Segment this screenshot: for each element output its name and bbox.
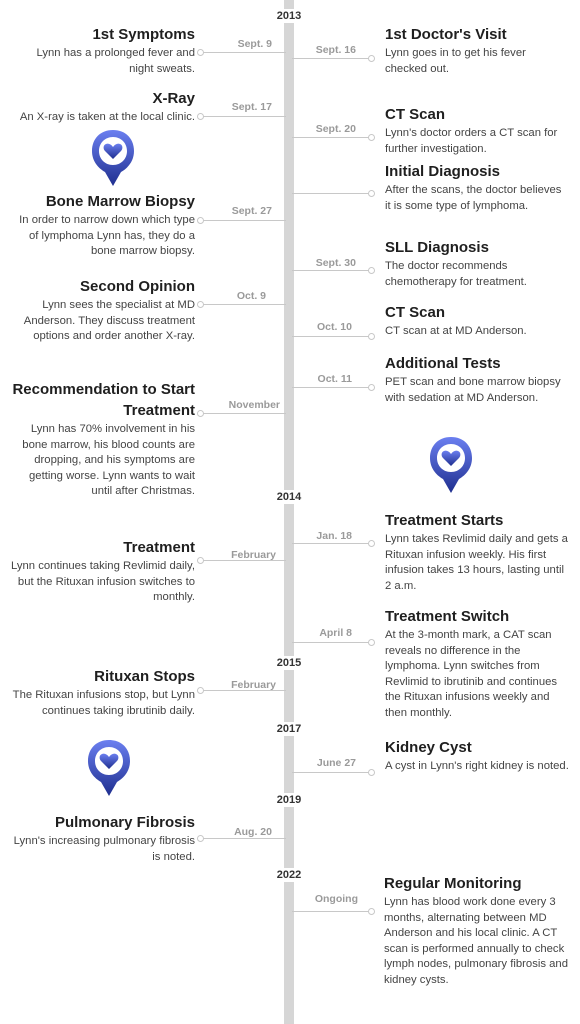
event-description: Lynn has a prolonged fever and night sweats. (36, 47, 195, 75)
event-description: Lynn sees the specialist at MD Anderson. They discuss treatment options and order another X-ray. (23, 299, 195, 342)
connector-line (292, 543, 370, 544)
event-title: 1st Doctor's Visit (385, 26, 507, 43)
event-description: Lynn goes in to get his fever checked out. (385, 47, 526, 75)
event-description: A cyst in Lynn's right kidney is noted. (385, 760, 569, 772)
event-first-symptoms (10, 24, 195, 77)
date-label: Sept. 9 (237, 38, 272, 50)
event-title: Second Opinion (80, 278, 195, 295)
date-label: Oct. 10 (316, 321, 352, 333)
event-xray (10, 88, 195, 126)
connector-dot (368, 190, 375, 197)
event-description: The doctor recommends chemotherapy for treatment. (385, 260, 527, 288)
connector-dot (368, 540, 375, 547)
event-description: Lynn takes Revlimid daily and gets a Rituxan infusion weekly. His first infusion takes 13 hours, lasting until 2 a.m. (385, 533, 568, 592)
event-description: At the 3-month mark, a CAT scan reveals no difference in the lymphoma. Lynn switches from Revlimid to ibrutinib and continues the Rituxan infusions weekly and then monthly. (385, 629, 558, 719)
date-label: Oct. 9 (236, 290, 266, 302)
event-treatment (10, 537, 195, 606)
year-2019: 2019 (260, 793, 318, 807)
connector-line (200, 52, 286, 53)
year-2015: 2015 (260, 656, 318, 670)
connector-line (292, 642, 370, 643)
connector-dot (197, 835, 204, 842)
date-label: Sept. 16 (315, 44, 356, 56)
event-title: 1st Symptoms (92, 26, 195, 43)
event-description: CT scan at at MD Anderson. (385, 325, 527, 337)
year-2017: 2017 (260, 722, 318, 736)
event-title: Kidney Cyst (385, 739, 472, 756)
event-title: Rituxan Stops (94, 668, 195, 685)
event-description: After the scans, the doctor believes it is some type of lymphoma. (385, 184, 562, 212)
date-label: Jan. 18 (316, 530, 352, 542)
event-title: Treatment Starts (385, 512, 504, 529)
event-title: Initial Diagnosis (385, 163, 501, 180)
connector-dot (368, 267, 375, 274)
year-2013: 2013 (260, 9, 318, 23)
connector-dot (197, 557, 204, 564)
year-2022: 2022 (260, 868, 318, 882)
connector-dot (368, 55, 375, 62)
date-label: April 8 (319, 627, 352, 639)
connector-dot (197, 49, 204, 56)
date-label: Sept. 27 (231, 205, 272, 217)
connector-line (292, 193, 370, 194)
event-first-doctor-visit (385, 24, 570, 77)
date-label: Sept. 20 (315, 123, 356, 135)
event-title: Pulmonary Fibrosis (54, 814, 195, 831)
event-pulmonary-fibrosis (10, 812, 195, 865)
connector-dot (368, 908, 375, 915)
event-treatment-starts (385, 510, 570, 594)
connector-line (292, 58, 370, 59)
heart-chat-bubble-icon (90, 128, 136, 188)
event-regular-monitoring (384, 873, 570, 988)
event-description: Lynn has blood work done every 3 months, alternating between MD Anderson and his local clinic. A CT scan is performed annually to check lymph nodes, pulmonary fibrosis and kidney cysts. (384, 896, 568, 986)
event-additional-tests (385, 353, 570, 406)
event-title: Treatment (123, 539, 195, 556)
connector-dot (197, 410, 204, 417)
event-title: Treatment Switch (385, 608, 510, 625)
connector-dot (197, 301, 204, 308)
event-description: Lynn continues taking Revlimid daily, but the Rituxan infusion switches to monthly. (11, 560, 195, 603)
event-ct-scan-2 (385, 302, 570, 340)
event-initial-diagnosis (385, 161, 570, 214)
date-label: February (231, 679, 276, 691)
event-title: SLL Diagnosis (385, 239, 489, 256)
event-recommendation (10, 379, 195, 500)
connector-dot (197, 113, 204, 120)
connector-line (200, 838, 286, 839)
connector-line (200, 220, 286, 221)
connector-line (292, 772, 370, 773)
event-title: CT Scan (385, 106, 446, 123)
connector-dot (368, 769, 375, 776)
event-title: CT Scan (385, 304, 446, 321)
event-rituxan-stops (10, 666, 195, 719)
event-description: Lynn's doctor orders a CT scan for further investigation. (385, 127, 558, 155)
connector-dot (368, 639, 375, 646)
date-label: Sept. 17 (231, 101, 272, 113)
connector-dot (197, 217, 204, 224)
event-sll-diagnosis (385, 237, 570, 290)
event-title: Additional Tests (385, 355, 501, 372)
connector-line (292, 270, 370, 271)
connector-dot (197, 687, 204, 694)
event-description: In order to narrow down which type of lymphoma Lynn has, they do a bone marrow biopsy. (19, 214, 195, 257)
event-kidney-cyst (385, 737, 570, 775)
event-title: Bone Marrow Biopsy (45, 193, 195, 210)
date-label: February (231, 549, 276, 561)
connector-dot (368, 384, 375, 391)
connector-dot (368, 333, 375, 340)
connector-line (292, 387, 370, 388)
connector-line (200, 116, 286, 117)
connector-line (292, 911, 370, 912)
connector-dot (368, 134, 375, 141)
heart-chat-bubble-icon (428, 435, 474, 495)
event-description: PET scan and bone marrow biopsy with sedation at MD Anderson. (385, 376, 561, 404)
date-label: June 27 (316, 757, 356, 769)
date-label: Oct. 11 (317, 373, 352, 385)
event-description: Lynn's increasing pulmonary fibrosis is noted. (13, 835, 195, 863)
heart-chat-bubble-icon (86, 738, 132, 798)
date-label: Aug. 20 (234, 826, 272, 838)
connector-line (292, 336, 370, 337)
date-label: Ongoing (314, 893, 358, 905)
event-title: Recommendation to Start Treatment (12, 381, 195, 419)
event-title: X-Ray (152, 90, 195, 107)
connector-line (200, 413, 286, 414)
event-second-opinion (10, 276, 195, 345)
event-ct-scan-1 (385, 104, 570, 157)
event-bone-marrow-biopsy (10, 191, 195, 260)
connector-line (292, 137, 370, 138)
connector-line (200, 304, 286, 305)
event-description: An X-ray is taken at the local clinic. (19, 111, 195, 123)
event-description: The Rituxan infusions stop, but Lynn continues taking ibrutinib daily. (12, 689, 195, 717)
event-title: Regular Monitoring (384, 875, 522, 892)
event-treatment-switch (385, 606, 570, 721)
event-description: Lynn has 70% involvement in his bone marrow, his blood counts are dropping, and his symptoms are getting worse. Lynn wants to wait until after Christmas. (22, 423, 195, 497)
date-label: November (228, 399, 280, 411)
year-2014: 2014 (260, 490, 318, 504)
date-label: Sept. 30 (315, 257, 356, 269)
